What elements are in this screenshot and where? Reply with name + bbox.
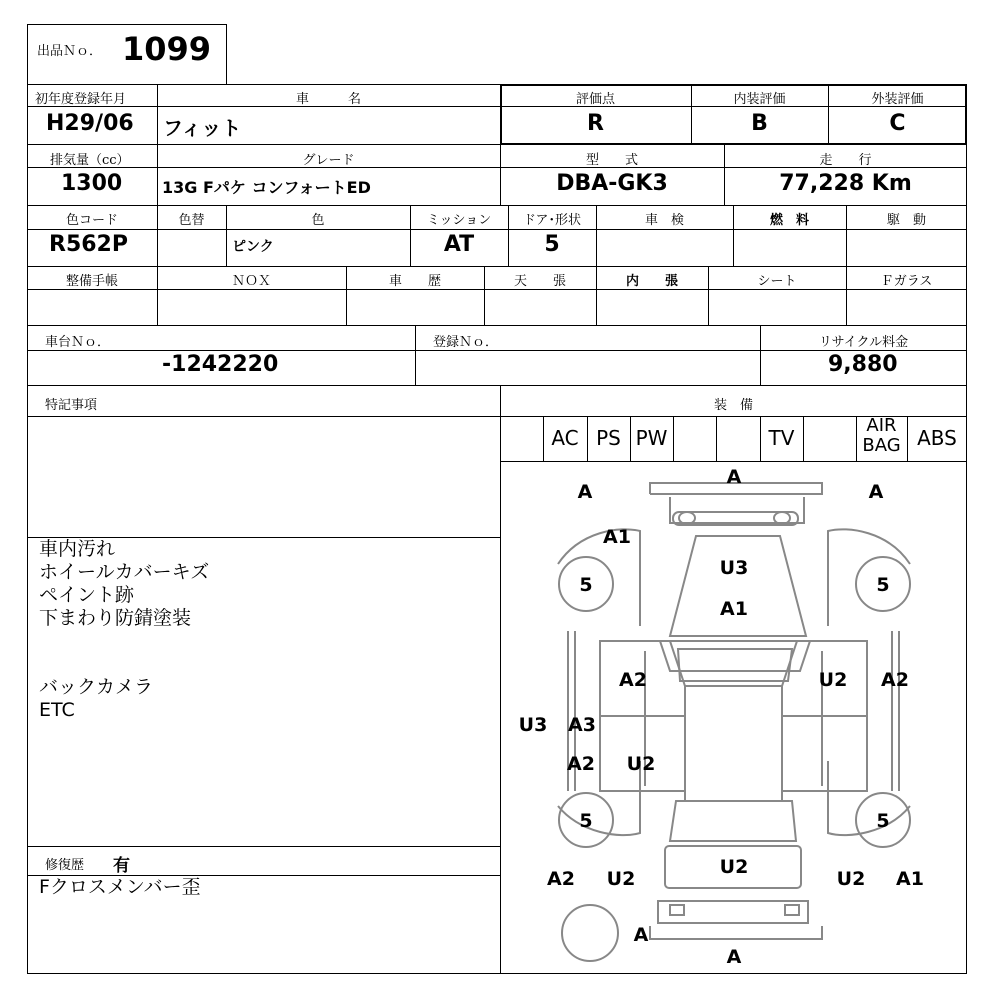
mark-front-right: A: [868, 481, 884, 503]
disp-label: 排気量（cc）: [50, 153, 130, 168]
mark-wheel-fl: 5: [579, 574, 593, 596]
note-line: ペイント跡: [39, 584, 135, 606]
exterior-label: 外装評価: [871, 92, 924, 107]
mark-rear-bumper-a: A: [633, 924, 649, 946]
mark-fender-left: A2: [619, 669, 647, 691]
interior-value: B: [751, 111, 768, 136]
repair-label: 修復歴: [45, 858, 85, 873]
interior-label: 内装評価: [733, 92, 786, 107]
score-label: 評価点: [575, 92, 615, 107]
mileage-value: 77,228 Km: [779, 171, 912, 196]
regno-label: 登録Ｎｏ．: [433, 335, 499, 350]
mark-quarter-right-u: U2: [836, 868, 866, 890]
mark-rear-bottom: A: [726, 946, 742, 968]
equip-airbag: AIR BAG: [862, 415, 901, 456]
recolor-label: 色替: [178, 213, 205, 228]
mark-hood-b: A1: [720, 598, 748, 620]
mark-wheel-rr: 5: [876, 810, 890, 832]
mileage-label: 走 行: [819, 153, 872, 168]
equip-ps: PS: [596, 426, 621, 450]
nox-label: ＮＯＸ: [231, 274, 271, 289]
recycle-label: リサイクル料金: [818, 335, 909, 350]
repair-detail: Fクロスメンバー歪: [39, 876, 201, 898]
equip-abs: ABS: [917, 426, 957, 450]
note-line: 車内汚れ: [39, 538, 116, 560]
note-line: ETC: [39, 699, 75, 721]
reg-label: 初年度登録年月: [35, 92, 127, 107]
mark-wheel-rl: 5: [579, 810, 593, 832]
color-code-label: 色コード: [65, 213, 118, 228]
seat-label: シート: [757, 274, 797, 289]
equip-pw: PW: [635, 426, 668, 450]
mark-door-right-a: A2: [881, 669, 909, 691]
lot-label: 出品Ｎｏ．: [37, 44, 103, 59]
car-damage-diagram: [500, 461, 967, 974]
reg-value: H29/06: [46, 111, 134, 136]
mark-front-left: A: [577, 481, 593, 503]
notes-label: 特記事項: [45, 398, 98, 413]
model-label: 型 式: [585, 153, 638, 168]
mission-value: AT: [443, 232, 475, 257]
color-value: ピンク: [232, 239, 274, 255]
grade-label: グレード: [302, 153, 355, 168]
glass-label: Ｆガラス: [880, 274, 933, 289]
mission-label: ミッション: [426, 213, 492, 228]
exterior-value: C: [889, 111, 906, 136]
equip-ac: AC: [551, 426, 579, 450]
note-line: 下まわり防錆塗装: [39, 607, 192, 629]
drive-label: 駆 動: [886, 213, 926, 228]
roof-label: 天 張: [513, 274, 566, 289]
mark-front-top: A: [726, 466, 742, 488]
model-value: DBA-GK3: [556, 171, 668, 196]
chassis-label: 車台Ｎｏ．: [45, 335, 111, 350]
mark-quarter-left-u: U2: [606, 868, 636, 890]
lot-number: 1099: [122, 30, 212, 68]
mark-door-right-u: U2: [818, 669, 848, 691]
color-code-value: R562P: [49, 232, 128, 257]
history-label: 車 歴: [388, 274, 441, 289]
equipment-label: 装 備: [713, 398, 753, 413]
note-line: ホイールカバーキズ: [39, 561, 210, 583]
mark-wheel-fr: 5: [876, 574, 890, 596]
color-label: 色: [311, 213, 325, 228]
maint-label: 整備手帳: [65, 274, 118, 289]
door-value: 5: [544, 232, 560, 257]
repair-value: 有: [113, 856, 130, 876]
mark-quarter-right-a: A1: [896, 868, 924, 890]
disp-value: 1300: [61, 171, 123, 196]
grade-value: 13G Fパケ コンフォートED: [162, 178, 371, 197]
mark-quarter-left-a: A2: [547, 868, 575, 890]
mark-side-left-u: U3: [518, 714, 548, 736]
name-value: フィット: [163, 116, 242, 140]
interior-lining-label: 内 張: [625, 274, 678, 289]
mark-windshield-edge: A1: [603, 526, 631, 548]
inspection-label: 車 検: [644, 213, 684, 228]
mark-rear-door-left-u: U2: [626, 753, 656, 775]
chassis-value: -1242220: [162, 352, 279, 377]
equip-tv: TV: [768, 426, 795, 450]
mark-trunk-u: U2: [719, 856, 749, 878]
mark-rear-door-left-a: A2: [567, 753, 595, 775]
score-value: R: [587, 111, 604, 136]
door-label: ドア･形状: [522, 213, 582, 228]
fuel-label: 燃 料: [769, 213, 809, 228]
note-line: バックカメラ: [39, 676, 154, 698]
mark-hood-a: U3: [719, 557, 749, 579]
recycle-value: 9,880: [828, 352, 898, 377]
mark-side-left-a: A3: [568, 714, 596, 736]
name-label: 車 名: [295, 92, 361, 107]
